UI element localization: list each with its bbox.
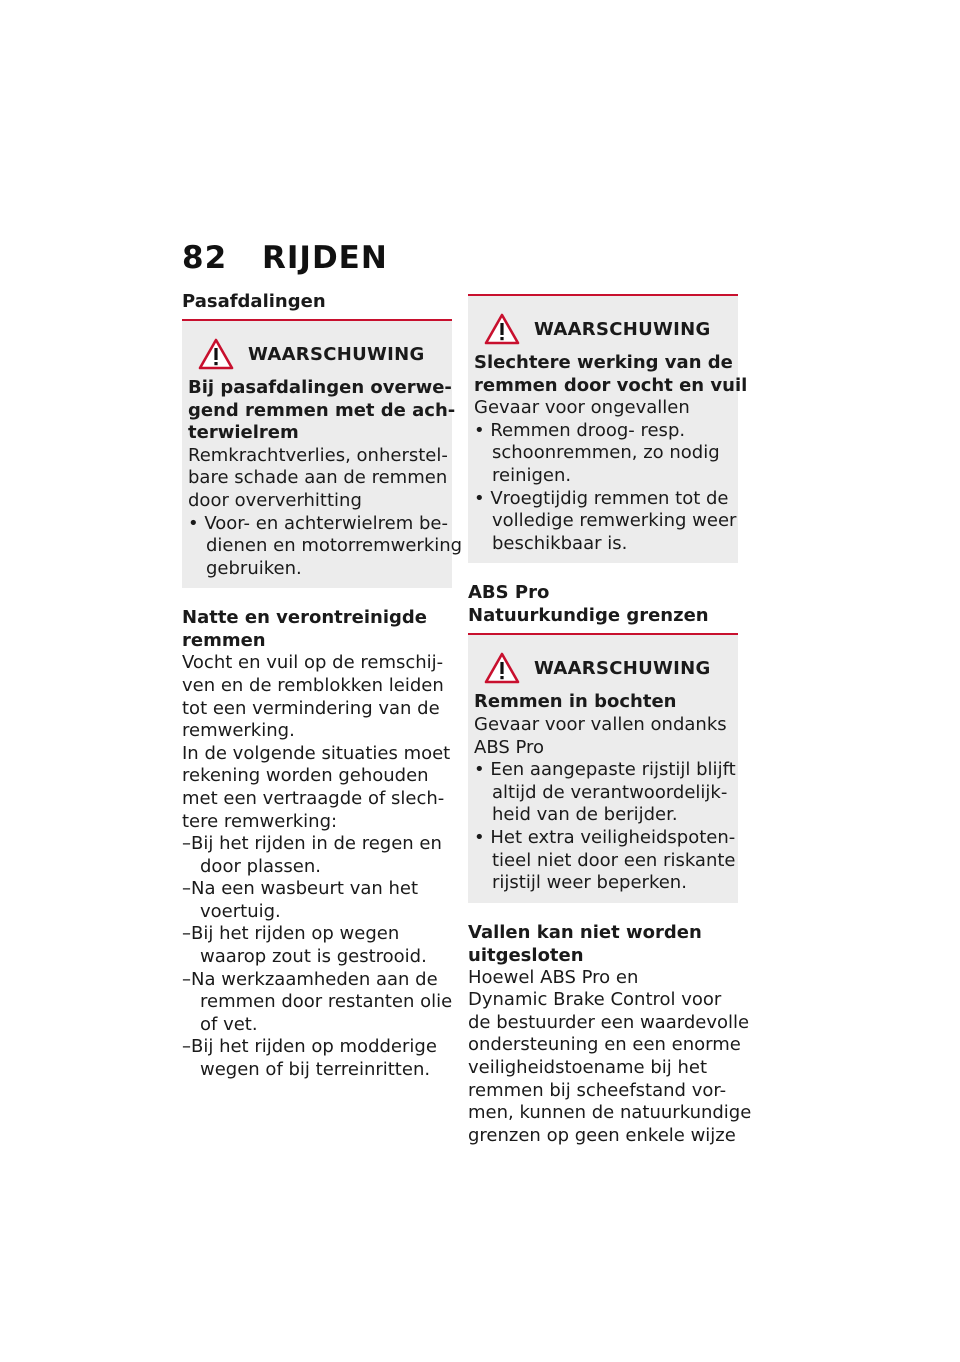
warning-label: WAARSCHUWING <box>534 657 711 679</box>
body-line: remmen bij scheefstand vor- <box>468 1079 727 1101</box>
section-title-line: Natuurkundige grenzen <box>468 605 709 627</box>
dash-item-line: –Bij het rijden op modderige <box>182 1036 437 1058</box>
left-column <box>182 290 463 1082</box>
warning-body-line: Gevaar voor vallen ondanks <box>474 713 727 735</box>
warning-bullet-line: • Het extra veiligheidspoten- <box>474 826 736 848</box>
body-line: remwerking. <box>182 720 295 742</box>
warning-label: WAARSCHUWING <box>534 318 711 340</box>
warning-header <box>188 335 446 373</box>
warning-bullet-line: • Remmen droog- resp. <box>474 419 686 441</box>
warning-heading-line: gend remmen met de ach- <box>188 399 456 421</box>
body-line: met een vertraagde of slech- <box>182 787 445 809</box>
section-title-line: Vallen kan niet worden <box>468 921 702 943</box>
dash-item-line: of vet. <box>200 1013 258 1035</box>
warning-bullet-line: • Een aangepaste rijstijl blijft <box>474 759 736 781</box>
body-line: Dynamic Brake Control voor <box>468 989 722 1011</box>
dash-item-line: remmen door restanten olie <box>200 991 453 1013</box>
dash-item-line: wegen of bij terreinritten. <box>200 1059 431 1081</box>
warning-bullet-line: schoonremmen, zo nodig <box>492 442 720 464</box>
body-line: men, kunnen de natuurkundige <box>468 1102 752 1124</box>
warning-triangle-icon <box>484 652 520 684</box>
body-line: tere remwerking: <box>182 810 338 832</box>
warning-heading-line: remmen door vocht en vuil <box>474 374 748 396</box>
warning-body-line: ABS Pro <box>474 736 545 758</box>
section-title-line: Natte en verontreinigde <box>182 607 428 629</box>
body-line: Hoewel ABS Pro en <box>468 966 639 988</box>
body-line: tot een vermindering van de <box>182 697 440 719</box>
warning-heading-line: Remmen in bochten <box>474 691 677 713</box>
warning-bullet-line: dienen en motorremwerking <box>206 535 463 557</box>
chapter-title: RIJDEN <box>262 240 388 276</box>
body-line: veiligheidstoename bij het <box>468 1057 708 1079</box>
warning-label: WAARSCHUWING <box>248 343 425 365</box>
section-title-line: uitgesloten <box>468 944 584 966</box>
warning-box-pasafdalingen <box>182 321 463 588</box>
warning-bullet-line: rijstijl weer beperken. <box>492 872 687 894</box>
warning-body-line: Remkrachtverlies, onherstel- <box>188 444 448 466</box>
warning-box-vocht-vuil <box>468 296 748 563</box>
right-column <box>468 294 752 1147</box>
warning-bullet-line: volledige remwerking weer <box>492 510 737 532</box>
page-header <box>182 240 388 276</box>
warning-bullet-line: • Voor- en achterwielrem be- <box>188 512 448 534</box>
page-number: 82 <box>182 240 228 276</box>
section-title-line: remmen <box>182 630 266 652</box>
warning-bullet-line: altijd de verantwoordelijk- <box>492 781 728 803</box>
dash-item-line: –Bij het rijden in de regen en <box>182 833 442 855</box>
warning-box-bochten <box>468 635 738 902</box>
dash-item-line: –Bij het rijden op wegen <box>182 923 400 945</box>
warning-bullet-line: heid van de berijder. <box>492 804 678 826</box>
warning-bullet-line: tieel niet door een riskante <box>492 849 736 871</box>
warning-header <box>474 310 732 348</box>
section-title-pasafdalingen: Pasafdalingen <box>182 291 326 312</box>
warning-body-line: bare schade aan de remmen <box>188 467 448 489</box>
warning-bullet-line: reinigen. <box>492 464 572 486</box>
body-line: Vocht en vuil op de remschij- <box>182 652 444 674</box>
warning-heading-line: Bij pasafdalingen overwe- <box>188 377 452 398</box>
dash-item-line: door plassen. <box>200 855 321 877</box>
dash-item-line: –Na een wasbeurt van het <box>182 878 419 900</box>
warning-heading-line: terwielrem <box>188 422 299 444</box>
body-line: ven en de remblokken leiden <box>182 674 444 696</box>
body-line: rekening worden gehouden <box>182 765 429 787</box>
warning-heading-line: Slechtere werking van de <box>474 352 733 373</box>
dash-item-line: voertuig. <box>200 900 281 922</box>
warning-bullet-line: gebruiken. <box>206 557 302 579</box>
dash-item-line: –Na werkzaamheden aan de <box>182 968 438 990</box>
warning-bullet-line: beschikbaar is. <box>492 532 628 554</box>
body-line: In de volgende situaties moet <box>182 742 451 764</box>
section-title-line: ABS Pro <box>468 582 550 604</box>
warning-triangle-icon <box>484 313 520 345</box>
warning-body-line: Gevaar voor ongevallen <box>474 397 690 419</box>
warning-header <box>474 649 732 687</box>
warning-triangle-icon <box>198 338 234 370</box>
body-line: grenzen op geen enkele wijze <box>468 1124 736 1146</box>
warning-bullet-line: • Vroegtijdig remmen tot de <box>474 487 729 509</box>
dash-item-line: waarop zout is gestrooid. <box>200 946 427 968</box>
warning-body-line: door oververhitting <box>188 489 362 511</box>
body-line: ondersteuning en een enorme <box>468 1034 741 1056</box>
body-line: de bestuurder een waardevolle <box>468 1011 750 1033</box>
